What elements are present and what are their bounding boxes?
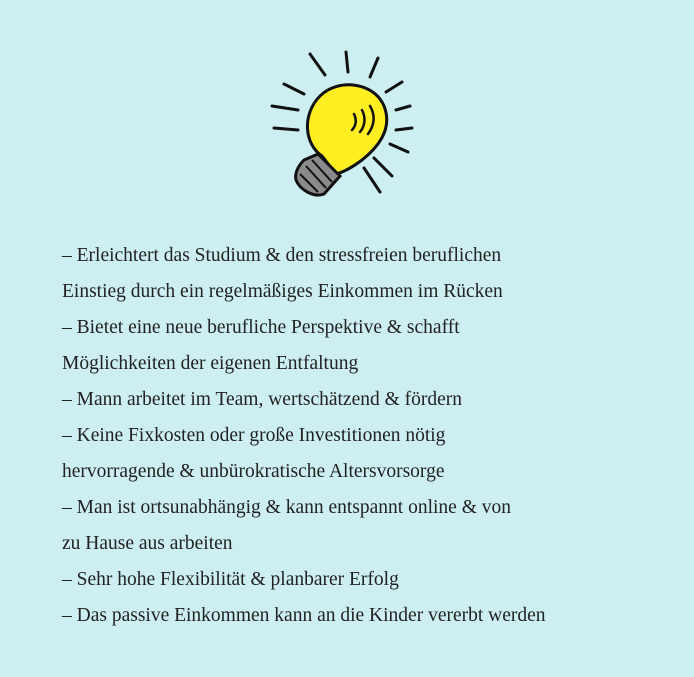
benefits-list	[62, 238, 662, 634]
list-item-text: Einstieg durch ein regelmäßiges Einkommen im Rücken	[62, 281, 503, 302]
list-item	[62, 490, 662, 562]
list-item	[62, 598, 662, 634]
list-item	[62, 238, 662, 310]
list-item	[62, 562, 662, 598]
lightbulb-icon	[262, 44, 432, 204]
list-item-text: zu Hause aus arbeiten	[62, 533, 233, 554]
bullet-marker: –	[62, 317, 72, 338]
list-item	[62, 310, 662, 382]
list-item-text: Man ist ortsunabhängig & kann entspannt online & von	[76, 497, 511, 518]
list-item	[62, 382, 662, 418]
list-item-text: hervorragende & unbürokratische Altersvorsorge	[62, 461, 445, 482]
bullet-marker: –	[62, 425, 72, 446]
bullet-marker: –	[62, 245, 72, 266]
list-item	[62, 418, 662, 490]
bullet-marker: –	[62, 569, 72, 590]
list-item-text: Sehr hohe Flexibilität & planbarer Erfolg	[76, 569, 399, 590]
list-item-text: Keine Fixkosten oder große Investitionen nötig	[76, 425, 446, 446]
bullet-marker: –	[62, 605, 72, 626]
list-item-text: Mann arbeitet im Team, wertschätzend & fördern	[76, 389, 463, 410]
list-item-text: Erleichtert das Studium & den stressfreien beruflichen	[76, 245, 502, 266]
list-item-text: Das passive Einkommen kann an die Kinder vererbt werden	[76, 605, 546, 626]
bullet-marker: –	[62, 389, 72, 410]
list-item-text: Bietet eine neue berufliche Perspektive & schafft	[76, 317, 460, 338]
bullet-marker: –	[62, 497, 72, 518]
list-item-text: Möglichkeiten der eigenen Entfaltung	[62, 353, 359, 374]
